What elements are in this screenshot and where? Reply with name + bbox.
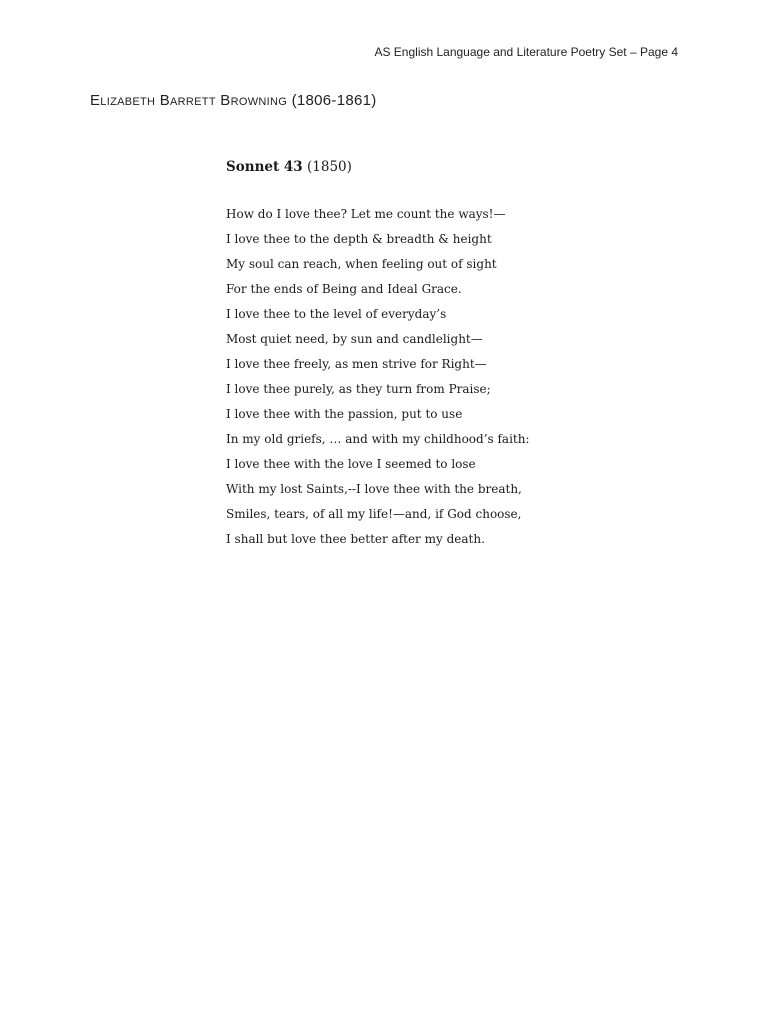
poem-line: My soul can reach, when feeling out of sight xyxy=(226,257,497,271)
poem-line: I love thee freely, as men strive for Right— xyxy=(226,357,487,371)
poem-title-year: (1850) xyxy=(307,159,352,175)
poem-line: Smiles, tears, of all my life!—and, if God choose, xyxy=(226,507,522,521)
author-heading: Elizabeth Barrett Browning (1806-1861) xyxy=(90,92,377,109)
page-header: AS English Language and Literature Poetry Set – Page 4 xyxy=(374,45,678,59)
poem-title xyxy=(226,159,352,175)
poem-line: How do I love thee? Let me count the ways!— xyxy=(226,207,506,221)
poem-line: I shall but love thee better after my death. xyxy=(226,532,485,546)
poem-line: For the ends of Being and Ideal Grace. xyxy=(226,282,462,296)
poem-line: I love thee to the level of everyday’s xyxy=(226,307,447,321)
poem-line: I love thee with the passion, put to use xyxy=(226,407,463,421)
poem-body xyxy=(226,202,530,552)
poem-title-name: Sonnet 43 xyxy=(226,159,303,175)
poem-line: In my old griefs, … and with my childhood’s faith: xyxy=(226,432,530,446)
poem-line: I love thee with the love I seemed to lose xyxy=(226,457,476,471)
poem-line: With my lost Saints,--I love thee with the breath, xyxy=(226,482,522,496)
poem-line: I love thee purely, as they turn from Praise; xyxy=(226,382,491,396)
poem-line: I love thee to the depth & breadth & height xyxy=(226,232,492,246)
poem-line: Most quiet need, by sun and candlelight— xyxy=(226,332,483,346)
